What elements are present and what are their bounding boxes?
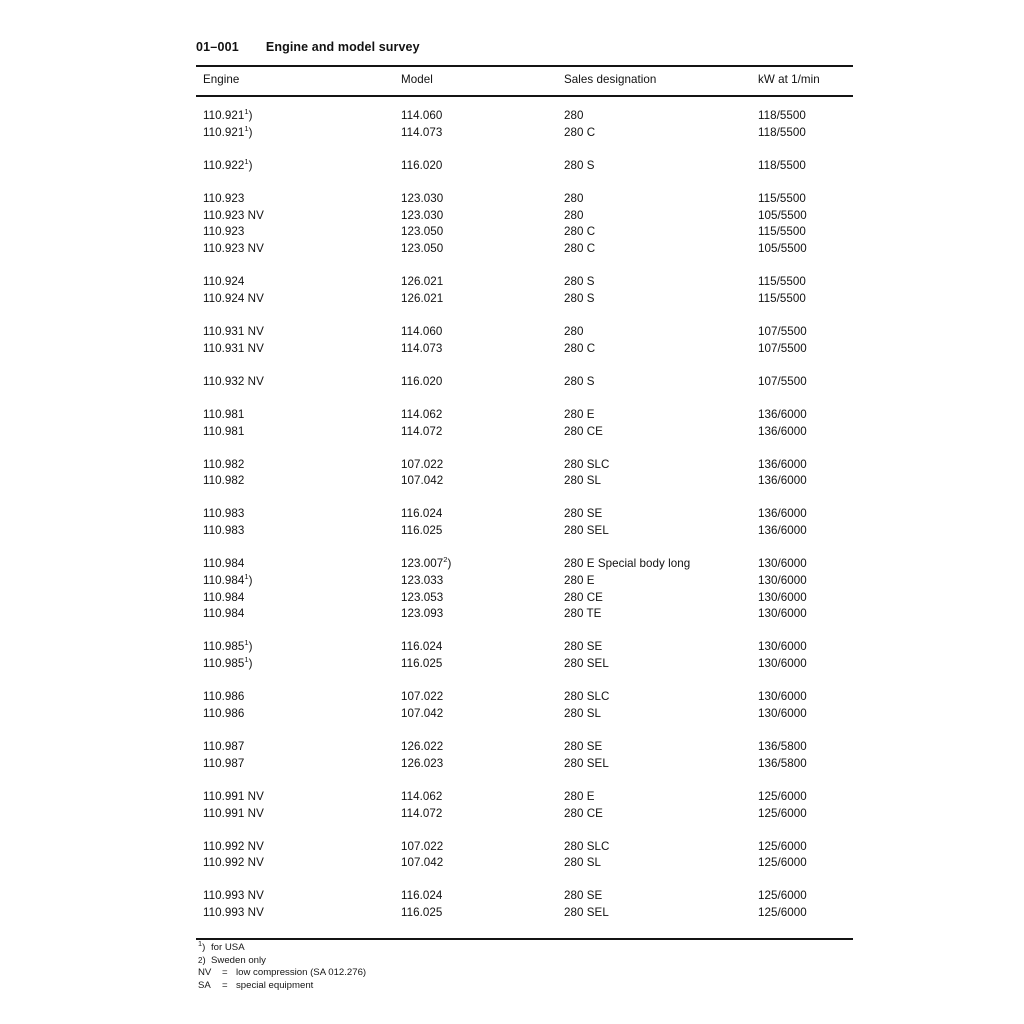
table-row: [196, 789, 853, 805]
cell-engine: 110.931 NV: [203, 341, 264, 355]
cell-engine: 110.985$^1$): [203, 655, 253, 671]
cell-model: 114.072: [401, 424, 443, 438]
cell-model: 116.024: [401, 640, 443, 654]
table-row: [196, 590, 853, 606]
table-row: [196, 689, 853, 705]
section-title: Engine and model survey: [265, 40, 420, 54]
cell-kw-at-rpm: 136/6000: [758, 424, 807, 438]
cell-sales-designation: 280: [564, 208, 584, 222]
cell-model: 123.030: [401, 191, 444, 205]
cell-sales-designation: 280 CE: [564, 590, 603, 604]
footnote-line: [198, 938, 698, 955]
table-row: [196, 506, 853, 522]
table-row: [196, 656, 853, 672]
cell-sales-designation: 280 SE: [564, 640, 603, 654]
cell-engine: 110.984$^1$): [203, 572, 253, 587]
table-row: [196, 639, 853, 655]
cell-kw-at-rpm: 118/5500: [758, 125, 806, 139]
cell-engine: 110.981: [203, 424, 245, 438]
cell-model: 126.022: [401, 740, 444, 753]
footnote-text: for USA: [211, 942, 245, 953]
cell-engine: 110.992 NV: [203, 856, 264, 870]
footnote-line: [198, 967, 698, 980]
cell-model: 114.073: [401, 125, 443, 139]
cell-model: 114.060: [401, 109, 443, 122]
cell-model: 107.042: [401, 706, 444, 720]
cell-engine: 110.932 NV: [203, 374, 264, 388]
table-row: [196, 905, 853, 921]
cell-model: 126.021: [401, 275, 444, 289]
cell-model: 114.072: [401, 806, 443, 820]
cell-kw-at-rpm: 136/6000: [758, 474, 807, 488]
column-header-sales-designation: Sales designation: [564, 73, 657, 86]
cell-sales-designation: 280 SL: [564, 474, 602, 488]
footnote-paren: ): [248, 657, 253, 671]
footnote-equals: =: [222, 967, 228, 979]
cell-sales-designation: 280 CE: [564, 806, 603, 820]
footnote-text: low compression (SA 012.276): [236, 967, 367, 979]
cell-kw-at-rpm: 130/6000: [758, 557, 807, 571]
cell-kw-at-rpm: 125/6000: [758, 806, 807, 820]
cell-sales-designation: 280 SE: [564, 889, 603, 903]
cell-engine: 110.924 NV: [203, 291, 264, 305]
footnote-paren: ): [447, 557, 452, 571]
cell-model: 123.093: [401, 607, 444, 621]
cell-model: 116.020: [401, 158, 443, 172]
cell-kw-at-rpm: 107/5500: [758, 341, 807, 355]
cell-engine: 110.982: [203, 474, 245, 488]
table-row: [196, 523, 853, 539]
table-header-row: [196, 72, 853, 88]
cell-engine: 110.984: [203, 557, 245, 571]
cell-engine: 110.923: [203, 191, 245, 205]
cell-sales-designation: 280 SEL: [564, 906, 609, 920]
cell-model: 116.025: [401, 906, 443, 920]
column-header-kw: kW at 1/min: [758, 73, 820, 86]
table-row: [196, 424, 853, 440]
cell-kw-at-rpm: 107/5500: [758, 374, 807, 388]
cell-model: 107.022: [401, 839, 444, 853]
cell-sales-designation: 280 SE: [564, 740, 603, 753]
cell-engine: 110.924: [203, 275, 245, 289]
cell-engine: 110.931 NV: [203, 324, 264, 338]
cell-sales-designation: 280 C: [564, 341, 596, 355]
cell-sales-designation: 280 SEL: [564, 657, 609, 671]
cell-sales-designation: 280 E: [564, 573, 595, 587]
table-rule-bottom: [196, 938, 853, 940]
cell-engine: 110.982: [203, 457, 245, 471]
cell-kw-at-rpm: 115/5500: [758, 225, 806, 239]
footnote-line: [198, 955, 698, 968]
cell-kw-at-rpm: 125/6000: [758, 839, 807, 853]
cell-sales-designation: 280 S: [564, 275, 595, 289]
cell-kw-at-rpm: 130/6000: [758, 706, 807, 720]
footnote-text: special equipment: [236, 979, 314, 991]
cell-model: 116.020: [401, 374, 443, 388]
column-header-model: Model: [401, 73, 433, 86]
footnote-marker: 1: [244, 123, 249, 133]
table-row: [196, 806, 853, 822]
cell-model: 114.062: [401, 789, 443, 803]
cell-engine: 110.987: [203, 740, 245, 753]
cell-engine: 110.983: [203, 524, 245, 538]
cell-sales-designation: 280 SE: [564, 507, 603, 521]
cell-sales-designation: 280 C: [564, 225, 596, 239]
cell-sales-designation: 280 E: [564, 789, 595, 803]
cell-kw-at-rpm: 136/6000: [758, 407, 807, 421]
footnote-paren: ): [248, 109, 253, 122]
cell-kw-at-rpm: 136/5800: [758, 740, 807, 753]
table-row: [196, 241, 853, 257]
table-row: [196, 706, 853, 722]
cell-kw-at-rpm: 118/5500: [758, 158, 806, 172]
cell-engine: 110.983: [203, 507, 245, 521]
cell-sales-designation: 280 S: [564, 374, 595, 388]
cell-kw-at-rpm: 130/6000: [758, 657, 807, 671]
cell-engine: 110.991 NV: [203, 789, 264, 803]
page-title: [196, 38, 853, 56]
cell-model: 126.023: [401, 756, 444, 770]
cell-engine: 110.923: [203, 225, 245, 239]
cell-kw-at-rpm: 115/5500: [758, 275, 806, 289]
cell-model: 116.024: [401, 889, 443, 903]
table-row: [196, 208, 853, 224]
footnote-equals: =: [222, 979, 228, 991]
section-number: 01–001: [196, 40, 239, 54]
cell-kw-at-rpm: 136/6000: [758, 507, 807, 521]
table-row: [196, 839, 853, 855]
cell-engine: 110.923 NV: [203, 208, 264, 222]
footnote-key: SA: [198, 979, 211, 991]
cell-kw-at-rpm: 115/5500: [758, 191, 806, 205]
cell-kw-at-rpm: 118/5500: [758, 109, 806, 122]
cell-kw-at-rpm: 130/6000: [758, 573, 807, 587]
cell-engine: 110.993 NV: [203, 906, 264, 920]
table-row: [196, 457, 853, 473]
footnote-marker: 1: [244, 572, 249, 582]
cell-sales-designation: 280 SL: [564, 856, 602, 870]
cell-engine: 110.991 NV: [203, 806, 264, 820]
footnotes-block: [198, 938, 698, 992]
table-row: [196, 125, 853, 141]
footnote-marker: $^1$): [198, 938, 206, 953]
cell-model: 114.073: [401, 341, 443, 355]
cell-sales-designation: 280: [564, 109, 584, 122]
cell-model: 107.042: [401, 474, 444, 488]
cell-model: 123.053: [401, 590, 444, 604]
cell-model: 123.007$^2$): [401, 555, 452, 571]
cell-engine: 110.984: [203, 590, 245, 604]
table-row: [196, 158, 853, 174]
table-row: [196, 191, 853, 207]
table-row: [196, 606, 853, 622]
table-row: [196, 573, 853, 589]
cell-kw-at-rpm: 130/6000: [758, 590, 807, 604]
cell-kw-at-rpm: 130/6000: [758, 640, 807, 654]
table-row: [196, 756, 853, 772]
table-row: [196, 407, 853, 423]
table-row: [196, 739, 853, 755]
cell-kw-at-rpm: 130/6000: [758, 607, 807, 621]
cell-engine: 110.986: [203, 690, 245, 704]
table-row: [196, 341, 853, 357]
cell-model: 114.060: [401, 324, 443, 338]
footnote-line: [198, 980, 698, 993]
cell-sales-designation: 280 S: [564, 291, 595, 305]
table-row: [196, 888, 853, 904]
cell-model: 116.025: [401, 657, 443, 671]
cell-engine: 110.985$^1$): [203, 638, 253, 654]
cell-sales-designation: 280: [564, 191, 584, 205]
cell-model: 123.050: [401, 242, 444, 255]
table-rule-header: [196, 95, 853, 97]
footnote-paren: ): [248, 125, 253, 139]
cell-engine: 110.923 NV: [203, 242, 264, 255]
cell-sales-designation: 280 SL: [564, 706, 602, 720]
cell-model: 123.030: [401, 208, 444, 222]
table-row: [196, 291, 853, 307]
cell-kw-at-rpm: 115/5500: [758, 291, 806, 305]
cell-model: 107.022: [401, 690, 444, 704]
footnote-paren: ): [248, 158, 253, 172]
cell-model: 114.062: [401, 407, 443, 421]
footnote-marker: 2): [198, 954, 206, 966]
cell-kw-at-rpm: 136/6000: [758, 524, 807, 538]
cell-kw-at-rpm: 125/6000: [758, 789, 807, 803]
cell-kw-at-rpm: 125/6000: [758, 906, 807, 920]
table-row: [196, 324, 853, 340]
table-row: [196, 224, 853, 240]
document-page: [196, 0, 853, 1024]
footnote-marker: 1: [244, 156, 249, 166]
cell-model: 116.024: [401, 507, 443, 521]
cell-engine: 110.986: [203, 706, 245, 720]
cell-sales-designation: 280 S: [564, 158, 595, 172]
cell-engine: 110.921$^1$): [203, 107, 253, 122]
table-row: [196, 473, 853, 489]
footnote-marker: 1: [244, 107, 249, 117]
cell-kw-at-rpm: 130/6000: [758, 690, 807, 704]
cell-kw-at-rpm: 136/5800: [758, 756, 807, 770]
footnote-paren: ): [248, 573, 253, 587]
footnote-marker: 2: [443, 555, 448, 565]
cell-engine: 110.922$^1$): [203, 156, 253, 172]
cell-engine: 110.993 NV: [203, 889, 264, 903]
footnote-text: Sweden only: [211, 954, 266, 966]
table-row: [196, 108, 853, 124]
cell-model: 126.021: [401, 291, 444, 305]
cell-kw-at-rpm: 136/6000: [758, 457, 807, 471]
footnote-paren: ): [248, 640, 253, 654]
cell-sales-designation: 280 CE: [564, 424, 603, 438]
footnote-marker: 1: [244, 638, 249, 648]
cell-sales-designation: 280 SLC: [564, 690, 610, 704]
cell-kw-at-rpm: 105/5500: [758, 242, 807, 255]
cell-engine: 110.921$^1$): [203, 123, 253, 139]
cell-sales-designation: 280 SEL: [564, 524, 609, 538]
cell-sales-designation: 280 TE: [564, 607, 602, 621]
footnote-key: NV: [198, 967, 212, 979]
cell-model: 116.025: [401, 524, 443, 538]
table-row: [196, 855, 853, 871]
cell-sales-designation: 280 SEL: [564, 756, 609, 770]
cell-kw-at-rpm: 107/5500: [758, 324, 807, 338]
footnote-marker: 1: [244, 655, 249, 665]
cell-sales-designation: 280 E: [564, 407, 595, 421]
cell-model: 107.022: [401, 457, 444, 471]
table-row: [196, 556, 853, 572]
cell-sales-designation: 280 E Special body long: [564, 557, 691, 571]
cell-kw-at-rpm: 125/6000: [758, 889, 807, 903]
cell-model: 123.050: [401, 225, 444, 239]
cell-engine: 110.992 NV: [203, 839, 264, 853]
cell-kw-at-rpm: 125/6000: [758, 856, 807, 870]
cell-engine: 110.984: [203, 607, 245, 621]
cell-sales-designation: 280 C: [564, 242, 596, 255]
cell-sales-designation: 280 C: [564, 125, 596, 139]
cell-kw-at-rpm: 105/5500: [758, 208, 807, 222]
cell-sales-designation: 280: [564, 324, 584, 338]
cell-engine: 110.987: [203, 756, 245, 770]
cell-engine: 110.981: [203, 407, 245, 421]
cell-model: 123.033: [401, 573, 444, 587]
table-rule-top: [196, 65, 853, 67]
table-row: [196, 374, 853, 390]
column-header-engine: Engine: [203, 73, 240, 86]
table-row: [196, 274, 853, 290]
cell-sales-designation: 280 SLC: [564, 839, 610, 853]
cell-sales-designation: 280 SLC: [564, 457, 610, 471]
cell-model: 107.042: [401, 856, 444, 870]
